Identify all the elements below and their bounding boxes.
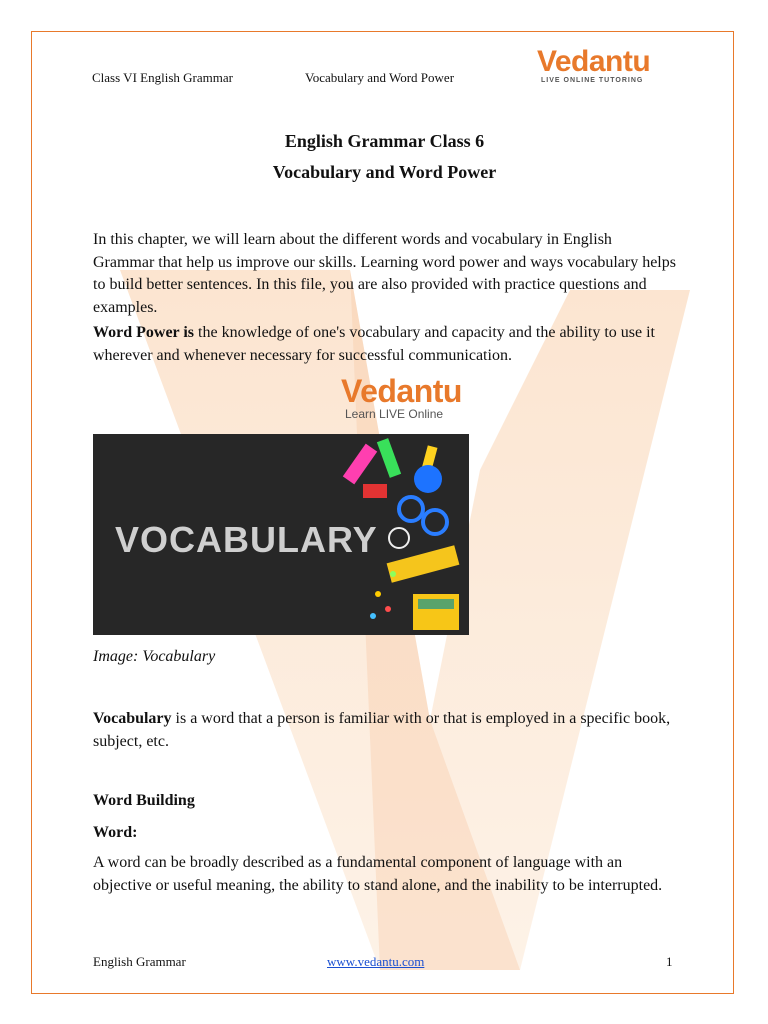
footer-left-text: English Grammar — [93, 954, 186, 969]
vocabulary-definition — [93, 708, 676, 753]
logo-tagline: LIVE ONLINE TUTORING — [541, 77, 644, 84]
word-power-paragraph — [93, 322, 676, 367]
word-definition-paragraph: A word can be broadly described as a fundamental component of language with an objective or useful meaning, the ability to stand alone, and the inability to be interrupted. — [93, 854, 663, 894]
section-heading-word-building: Word Building — [93, 792, 195, 809]
page-number: 1 — [666, 954, 673, 969]
header-chapter-text: Vocabulary and Word Power — [305, 70, 455, 85]
intro-paragraph: In this chapter, we will learn about the different words and vocabulary in English Grammar that help us improve our skills. Learning word power and ways vocabulary helps to build better sentences. In this file, you are also provided with practice questions and examples. — [93, 231, 676, 316]
vocabulary-chalkboard-illustration — [93, 434, 469, 635]
inline-logo-subtitle: Learn LIVE Online — [345, 407, 444, 421]
vocabulary-term: Vocabulary — [93, 710, 172, 727]
vedantu-inline-logo — [341, 375, 462, 421]
chalkboard-text: VOCABULARY — [115, 519, 378, 560]
header-left-text: Class VI English Grammar — [92, 70, 233, 85]
vedantu-header-logo — [537, 47, 650, 84]
page-title: English Grammar Class 6 — [284, 131, 485, 151]
footer-website-link[interactable]: www.vedantu.com — [327, 954, 425, 969]
inline-logo-wordmark: Vedantu — [341, 373, 462, 409]
sub-heading-word: Word: — [93, 824, 138, 841]
vocabulary-text: is a word that a person is familiar with or that is employed in a specific book, subject, etc. — [93, 710, 671, 750]
image-caption: Image: Vocabulary — [93, 648, 216, 665]
logo-wordmark: Vedantu — [537, 45, 651, 78]
word-power-term: Word Power is — [93, 324, 195, 341]
word-power-text: the knowledge of one's vocabulary and capacity and the ability to use it wherever and whenever necessary for successful communication. — [93, 324, 655, 364]
vocabulary-image — [93, 434, 469, 635]
page-subtitle: Vocabulary and Word Power — [272, 162, 497, 182]
